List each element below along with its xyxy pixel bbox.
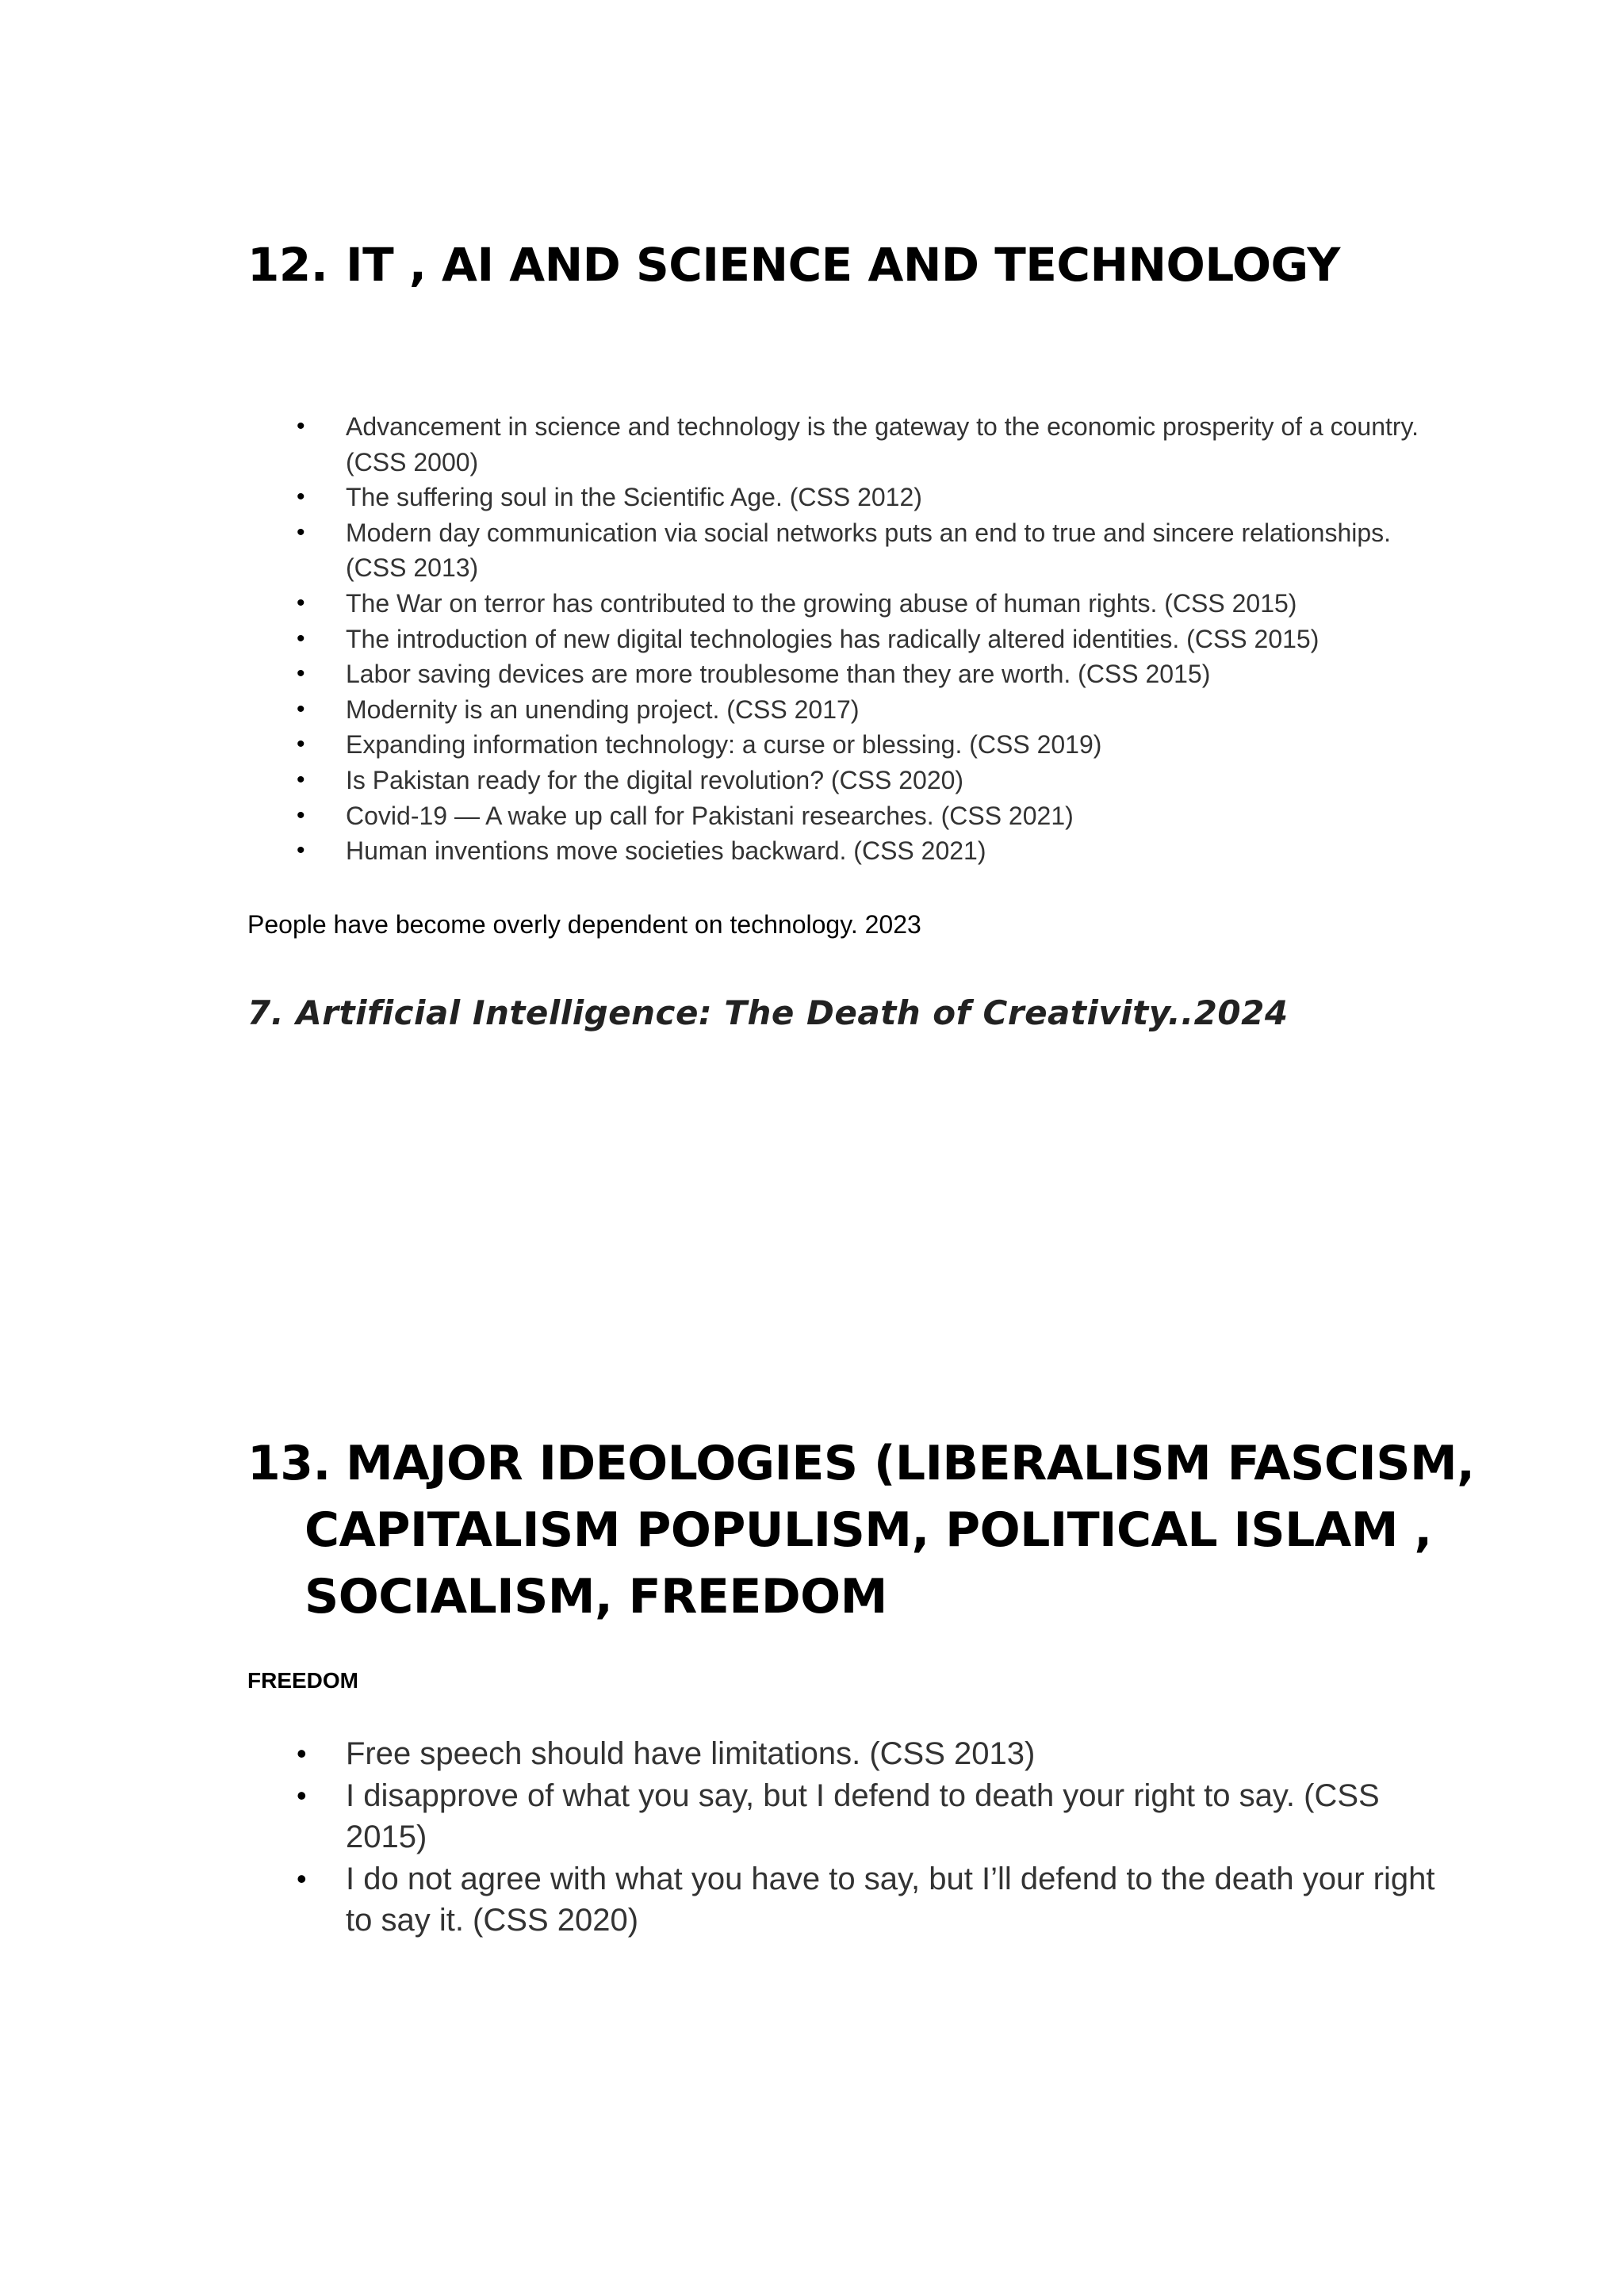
extra-topic-2023: People have become overly dependent on technology. 2023 [247, 910, 921, 939]
bullet-icon: • [297, 1737, 307, 1770]
list-item [247, 480, 1421, 515]
bullet-icon: • [297, 625, 305, 652]
list-item-text: Labor saving devices are more troublesome than they are worth. (CSS 2015) [346, 660, 1211, 689]
bullet-icon: • [297, 484, 305, 511]
list-item-text: Modern day communication via social networks puts an end to true and sincere relationships. (CSS 2013) [346, 518, 1392, 583]
list-item [247, 1733, 1437, 1775]
section-12-heading [247, 232, 1437, 298]
list-item [247, 515, 1421, 586]
list-item-text: Expanding information technology: a curse or blessing. (CSS 2019) [346, 730, 1102, 760]
section-13-number: 13. [247, 1436, 331, 1491]
bullet-icon: • [297, 1862, 307, 1895]
list-item [247, 656, 1421, 692]
list-item-text: I do not agree with what you have to say, but I’ll defend to the death your right to say it. (CSS 2020) [346, 1861, 1435, 1938]
script-topic-2024: 7. Artificial Intelligence: The Death of Creativity..2024 [247, 993, 1289, 1032]
list-item [247, 586, 1421, 622]
bullet-icon: • [297, 766, 305, 793]
section-12-number: 12. [247, 238, 328, 292]
bullet-icon: • [297, 660, 305, 687]
bullet-icon: • [297, 519, 305, 545]
list-item [247, 622, 1421, 657]
section-13-heading [247, 1430, 1475, 1630]
list-item-text: Human inventions move societies backward. (CSS 2021) [346, 836, 986, 866]
section-12-title: IT , AI AND SCIENCE AND TECHNOLOGY [346, 238, 1340, 292]
bullet-icon: • [297, 1778, 307, 1812]
list-item-text: The introduction of new digital technologies has radically altered identities. (CSS 2015) [346, 624, 1320, 653]
list-item-text: The suffering soul in the Scientific Age. (CSS 2012) [346, 483, 922, 512]
bullet-icon: • [297, 413, 305, 439]
list-item-text: Covid-19 — A wake up call for Pakistani researches. (CSS 2021) [346, 801, 1074, 830]
list-item [247, 1775, 1437, 1858]
bullet-icon: • [297, 589, 305, 616]
list-item-text: Is Pakistan ready for the digital revolution? (CSS 2020) [346, 765, 964, 794]
section-13-title-line-2: CAPITALISM POPULISM, POLITICAL ISLAM , [304, 1502, 1432, 1558]
section-13-topic-list [247, 1733, 1437, 1942]
list-item [247, 763, 1421, 798]
freedom-subheading: FREEDOM [247, 1668, 358, 1693]
list-item-text: The War on terror has contributed to the growing abuse of human rights. (CSS 2015) [346, 588, 1297, 618]
section-13-title-line-3: SOCIALISM, FREEDOM [304, 1569, 887, 1624]
bullet-icon: • [297, 837, 305, 864]
list-item [247, 833, 1421, 869]
list-item [247, 798, 1421, 834]
list-item [247, 1858, 1437, 1942]
list-item [247, 692, 1421, 728]
bullet-icon: • [297, 802, 305, 828]
list-item-text: I disapprove of what you say, but I defend to death your right to say. (CSS 2015) [346, 1777, 1380, 1854]
section-12-topic-list [247, 409, 1421, 869]
section-13-title-line-1 [247, 1430, 1475, 1497]
list-item-text: Modernity is an unending project. (CSS 2017) [346, 695, 860, 724]
bullet-icon: • [297, 731, 305, 758]
bullet-icon: • [297, 695, 305, 722]
list-item [247, 409, 1421, 480]
list-item [247, 727, 1421, 763]
list-item-text: Free speech should have limitations. (CSS 2013) [346, 1736, 1036, 1771]
section-13-title-text-1: MAJOR IDEOLOGIES (LIBERALISM FASCISM, [346, 1436, 1475, 1491]
list-item-text: Advancement in science and technology is the gateway to the economic prosperity of a country. (CSS 2000) [346, 412, 1419, 476]
